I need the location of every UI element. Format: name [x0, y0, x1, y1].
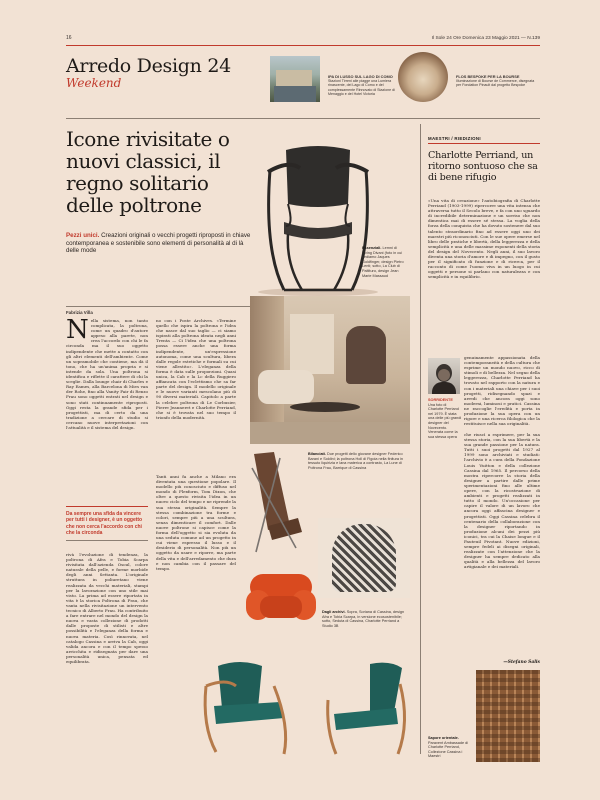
sidebar-headline: Charlotte Perriand, un ritorno sontuoso che sa di bene rifugio	[428, 150, 538, 183]
section-title: Arredo Design 24	[66, 55, 231, 77]
portrait-caption-title: SORRIDENTE	[428, 398, 453, 402]
masthead-date: Il Sole 24 Ore Domenica 23 Maggio 2021 — N.139	[431, 36, 540, 41]
column-2-text-b: Tanti anni fa anche a Milano era diventata una questione popolare. Il modello più conosciuto e diffuso nel mondo di Flexform, Tom Dixon, che oltre a questo rivisita l'idea in un nuovo ciclo del tempo e ne riprende la sua stessa originalità. Sempre la stessa combinazione tra forme e colori, sempre più a una scultura, senza dimenticare il comfort. Dalle nuove poltrone si capisce come la forma dell'oggetto si sia evoluta da una seduta comune ad un progetto in cui viene espresso il lusso e il desiderio di personalità. Non più un oggetto da usare e riporre, ma parte della vita e dell'arredamento che dura e non cambia con il passare del tempo.	[156, 474, 236, 571]
column-1	[66, 315, 148, 430]
caption-chair-top-text: Lemni di Living Divani (foto in cui vediamo Jaques Goldfinger, design Pietro Lenti; sotto, La Club di Paltituro, design Jean Marie Massaud	[362, 246, 404, 278]
portrait-caption-text: Una foto di Charlotte Perriand nel 1979. È stata una delle più grandi designer del Novecento. Venerata come la sua stessa opera	[428, 402, 462, 439]
green-chair-right-image	[320, 656, 412, 758]
sidebar-label-rule	[428, 143, 540, 144]
sidebar-section-label: MAESTRI / RIEDIZIONI	[428, 136, 481, 141]
page-number: 16	[66, 35, 72, 41]
column-1-text-b: rivà l'evoluzione di tendenza, la poltrona di Afra e Tobia Scarpa rivisitata dall'azienda Osoul, colore naturale della pelle, e forme morbide degli anni Settanta. L'originale struttura in poliuretano viene realizzata da vecchi materiali, stampi per la lavorazione con uno stile mai visto. La prima ad essere riportata in vita è la storica Poltrona di Frau, che vanta nella rivisitazione un intervento tecnico di Alberto Frau. Ha contribuito a fare entrare nel mondo del design la nuova e vasta collezione di prodotti dalle proposte di stilisti e altre possibilità e l'eleganza della forma e nuova materia. Così rinnovata, nel catalogo Cassina e arriva la Cab, oggi valida ancora e con il tempo spesso arricchita e ridisegnata per dare una personalità unica, pensata ed equilibrata.	[66, 552, 148, 664]
teaser-lake-title: IPA DI LUSSO SUL LAGO DI COMO	[328, 74, 393, 79]
portrait-image	[428, 358, 460, 394]
lounge-chair-illustration	[244, 448, 308, 558]
teaser-image-bourse	[398, 52, 448, 102]
green-chair-left-image	[196, 656, 308, 758]
green-armchair-illustration	[196, 656, 308, 758]
sidebar-body-b: genuinamente appassionata della contemporaneità e della cultura che esprime un mondo nuovo, ricco di stimoli e di bellezza. Nel segno della leggerezza, Charlotte Perriand ha trovato nel rapporto con la natura e con i materiali una chiave per i suoi progetti, ridisegnando spazi e arredi che ancora oggi sono moderni, luminosi e pratici. Cassina ne raccoglie l'eredità e porta in produzione la sua opera con un rigore e una ricerca filologica che la restituisce nella sua originalità.	[464, 355, 540, 427]
orange-chair-image	[244, 570, 318, 626]
section-divider	[66, 118, 540, 119]
caption-bottom-chairs-text: Sopra, Soriana di Cassina, design Afra e Tobia Scarpa, in versione ecosostenibile; sotto, Seduta di Cassina, Charlotte Perriand a Studio 3B	[322, 610, 405, 628]
sidebar-body: «Una vita di creazione» l'autobiografia di Charlotte Perriand (1903-1999) ripercorre una vita intensa che attraversa tutto il Secolo breve, e fa con uno sguardo di incredibile determinazione e un sorriso che non dimentica mai di essere sé stessa. La voglia della forza della conquista che ha dovuto sostenere dal suo talento straordinario fino ad essere oggi uno dei maestri più riconosciuti. Con le sue opere emerse nel libro delle pratiche e libertà, della leggerezza e della semplicità e una delle massime esponenti della storia del design del Novecento. Negli anni, il suo lavoro diventa una storia d'amore e di impegno, con il gusto per il significato di funzione e di ricerca, per il racconto di come l'uomo viva in un luogo in cui oggetti e persone si parlano con naturalezza e con semplicità e in equilibrio.	[428, 198, 540, 280]
paravent-caption	[428, 736, 474, 759]
sidebar-signature: —Stefano Salis	[503, 660, 540, 665]
header-rule	[66, 45, 540, 46]
teaser-lake-text: Stazioni Tirreni alle piagge una Lumiera rinascente, del Lago di Como e del complessamente Rinnovato di Stazione di Menaggio e del Hotel Victoria	[328, 79, 395, 97]
interior-image	[250, 296, 410, 444]
byline: Fabrizia Villa	[66, 310, 93, 315]
pattern-chair-image	[318, 518, 410, 598]
teaser-bourse[interactable]	[456, 74, 540, 88]
paravent-caption-text: Paravent Ambassade di Charlotte Perriand, Collezione Cassina i Maestri	[428, 740, 469, 759]
green-armchair-side-illustration	[320, 656, 412, 758]
pullquote-text: Da sempre una sfida da vincere per tutti i designer, è un oggetto che non cerca l'accordo con chi che la circonda	[66, 511, 143, 536]
caption-chair-top	[362, 246, 404, 278]
column-1-text: Nella sistema, non tanto complicata, la poltrona, come un quadro d'autore appeso alla parete, non crea l'accordo con chi le fa circonda ma il suo oggetto indipendente che mette a contatto con gli altri elementi dell'ambiente. Come un sopramobile che contiene, ma dà il tono, che ha un'anima propria e si intende da sola. Una poltrona si identifica e riflette il carattere di chi la sceglie. Dalla lounge chair di Charles e Ray Eames, alla Barcelona di Mies van der Rohe, fino alla Vanity Fair di Renzo Frau sono oggetti entrati nel design e sono stati continuamente riproposti. Oggi resta la grande sfida per i progettisti, ma di certo da una tradizione a cercare di studio si cercano nuove interpretazioni con l'attualità e il sistema del design.	[66, 315, 148, 430]
caption-bottom-chairs-title: Dagli archivi.	[322, 610, 346, 614]
lounge-chair-image	[244, 448, 308, 558]
caption-bottom-chairs	[322, 610, 410, 628]
sidebar-divider	[420, 124, 421, 754]
teaser-image-lake	[270, 56, 320, 102]
caption-interior-text: Due progetti dello giovane designer Federico Barani e Soldini; la poltrona Holl di Figoia nella finitura in tessuto liquirizia e lana materica a contrasto, La Lune di Poltrona Frau, Barrique di Cassina	[308, 452, 403, 470]
sidebar-body-c: che riuscì a esprimere, per la sua stessa storia, con la sua libertà e la sua grande passione per la natura. Tutti i suoi progetti dal 1927 al 1999 sono archiviati e studiati: l'archivio è a cura della Fondazione Louis Vuitton e della collezione Cassina dal 1965. Il percorso della mostra ripercorre la storia della designer a partire dalle prime sperimentazioni fino alle ultime opere, con la ricostruzione di ambienti e progetti realizzati in tutto il mondo. Un'occasione per capire il valore di un lavoro che ancora oggi affascina designer e progettisti. Oggi Cassina celebra il centenario della collaborazione con la designer riportando in produzione alcuni dei pezzi più iconici, tra cui la Chaise longue e il Fauteuil Pivotant. Nuove edizioni, sempre fedeli ai disegni originali, realizzate con l'attenzione che la designer ha sempre dedicato alla qualità e alla bellezza del lavoro artigianale e dei materiali.	[464, 432, 540, 570]
paravent-caption-title: Sapore orientale.	[428, 736, 459, 740]
paravent-image	[476, 670, 540, 762]
section-subtitle: Weekend	[66, 76, 122, 90]
caption-interior	[308, 452, 410, 470]
caption-chair-top-title: Essenziali.	[362, 246, 382, 250]
pullquote	[66, 506, 148, 541]
portrait-caption	[428, 398, 462, 439]
teaser-bourse-text: Illuminazione di Bourse de Commerce, disegnata per Fondation Pinault dal progetto Bespoke	[456, 79, 535, 88]
main-headline: Icone rivisitate o nuovi classici, il regno solitario delle poltrone	[66, 127, 230, 217]
column-2-text: no con i Poste Archives. «Termine quello che ispira la poltrona e l'idea che nasce dal suo taglio — ci siamo ispirati alla poltrona ideata negli anni Trenta — Ci l'idea che una poltrona possa essere anche una forma indipendente, un'espressione autonoma, come una scultura, libera dalle regole estetiche e formali su cui viene allestito». L'eleganza della forma è data sulle proporzioni. Quasi unica, la Cab e la Lc della Ruggiero affiancata con l'eclettismo che sa far parte del design. Il modello originale e le nuove varianti mescolano più di 90 diversi materiali. Capitolo a parte la celebre poltrona di Le Corbusier, Pierre Jeanneret e Charlotte Perriand, che si è trovata nel suo tempo il trionfo della modernità.	[156, 318, 236, 420]
standfirst	[66, 232, 252, 255]
standfirst-text: Creazioni originali o vecchi progetti riproposti in chiave contemporanea e sostenibile sono elementi di personalità al di là delle mode	[66, 232, 251, 255]
drop-cap: N	[66, 315, 89, 345]
teaser-bourse-title: FLOS BESPOKE PER LA BOURSE	[456, 74, 520, 79]
caption-interior-title: Bilanciati.	[308, 452, 326, 456]
teaser-lake[interactable]	[328, 74, 398, 97]
orange-armchair-illustration	[244, 570, 318, 626]
standfirst-kicker: Pezzi unici.	[66, 232, 100, 239]
